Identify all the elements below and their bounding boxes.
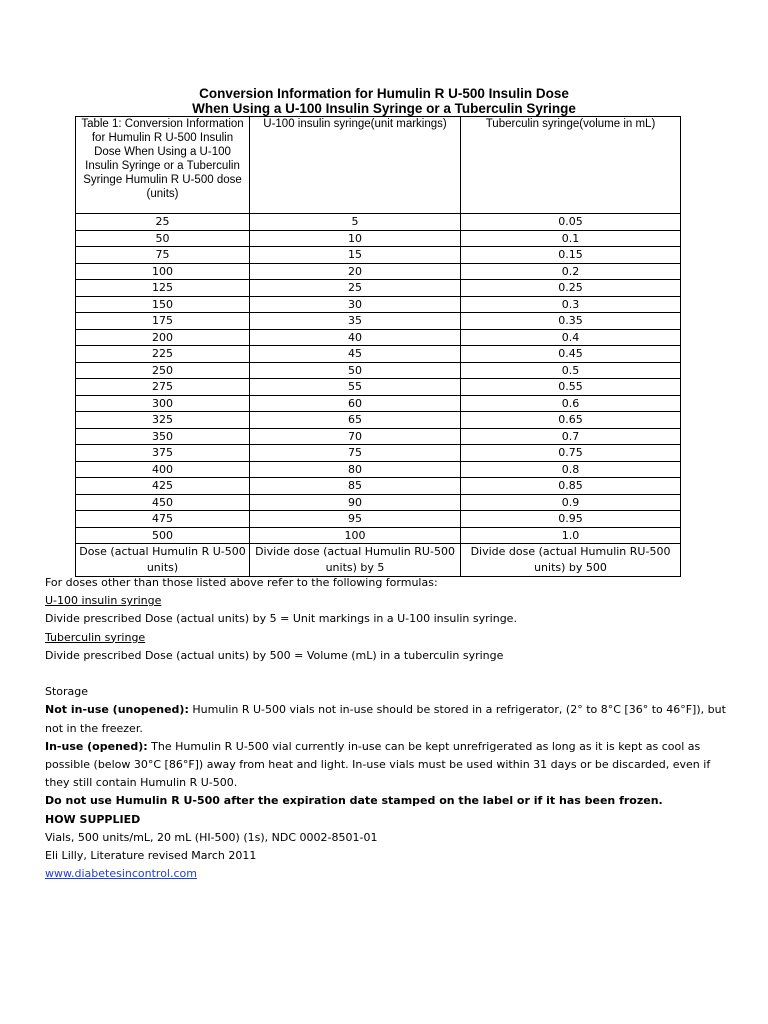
header-cell-tuberculin: Tuberculin syringe(volume in mL)	[461, 117, 681, 214]
table-row	[76, 230, 681, 247]
dose-cell: 275	[76, 379, 250, 396]
tuberculin-cell: 1.0	[461, 527, 681, 544]
u100-formula: Divide prescribed Dose (actual units) by 5 = Unit markings in a U-100 insulin syringe.	[45, 612, 517, 626]
page-title	[0, 86, 768, 116]
u100-cell: 50	[250, 362, 461, 379]
dose-cell: 350	[76, 428, 250, 445]
u100-cell: 80	[250, 461, 461, 478]
title-line-2: When Using a U-100 Insulin Syringe or a Tuberculin Syringe	[192, 101, 576, 116]
dose-cell: 475	[76, 511, 250, 528]
tuberculin-cell: 0.45	[461, 346, 681, 363]
u100-cell: 75	[250, 445, 461, 462]
dose-cell: 425	[76, 478, 250, 495]
u100-cell: 5	[250, 214, 461, 231]
table-row	[76, 214, 681, 231]
table-row	[76, 346, 681, 363]
tuberculin-cell: 0.85	[461, 478, 681, 495]
expiration-warning: Do not use Humulin R U-500 after the expiration date stamped on the label or if it has been frozen.	[45, 794, 663, 808]
u100-cell: 20	[250, 263, 461, 280]
how-supplied-heading: HOW SUPPLIED	[45, 812, 141, 826]
table-row	[76, 412, 681, 429]
table-row	[76, 362, 681, 379]
conversion-table	[75, 116, 681, 577]
table-row	[76, 478, 681, 495]
table-row	[76, 280, 681, 297]
table-row	[76, 379, 681, 396]
dose-cell: 75	[76, 247, 250, 264]
table-row	[76, 494, 681, 511]
header-cell-dose: Table 1: Conversion Information for Humulin R U-500 Insulin Dose When Using a U-100 Insulin Syringe or a Tuberculin Syringe Humulin R U-500 dose (units)	[76, 117, 250, 214]
u100-cell: 55	[250, 379, 461, 396]
dose-cell: 375	[76, 445, 250, 462]
tuberculin-cell: 0.2	[461, 263, 681, 280]
tuberculin-cell: 0.15	[461, 247, 681, 264]
not-in-use-label: Not in-use (unopened):	[45, 703, 189, 717]
u100-cell: 90	[250, 494, 461, 511]
header-cell-u100: U-100 insulin syringe(unit markings)	[250, 117, 461, 214]
u100-cell: 45	[250, 346, 461, 363]
intro-text: For doses other than those listed above refer to the following formulas:	[45, 576, 438, 589]
table-row	[76, 395, 681, 412]
in-use-text: The Humulin R U-500 vial currently in-use can be kept unrefrigerated as long as it is kept as cool as possible (below 30°C [86°F]) away from heat and light. In-use vials must be used within 31 days or be discarded, even if they still contain Humulin R U-500.	[45, 739, 711, 790]
table-row	[76, 445, 681, 462]
u100-cell: 70	[250, 428, 461, 445]
tuberculin-cell: 0.8	[461, 461, 681, 478]
table-row	[76, 247, 681, 264]
tuberculin-cell: 0.5	[461, 362, 681, 379]
storage-heading: Storage	[45, 685, 89, 699]
table-row	[76, 313, 681, 330]
table-formula-row	[76, 544, 681, 577]
table-row	[76, 511, 681, 528]
dose-cell: 100	[76, 263, 250, 280]
instructions-body	[45, 574, 735, 883]
tuberculin-formula: Divide prescribed Dose (actual units) by 500 = Volume (mL) in a tuberculin syringe	[45, 648, 504, 662]
u100-cell: 100	[250, 527, 461, 544]
u100-cell: 30	[250, 296, 461, 313]
tuberculin-cell: 0.55	[461, 379, 681, 396]
tuberculin-cell: 0.6	[461, 395, 681, 412]
dose-cell: 125	[76, 280, 250, 297]
tuberculin-cell: 0.95	[461, 511, 681, 528]
dose-cell: 50	[76, 230, 250, 247]
table-row	[76, 461, 681, 478]
tuberculin-cell: 0.3	[461, 296, 681, 313]
dose-cell: 325	[76, 412, 250, 429]
dose-cell: 250	[76, 362, 250, 379]
tuberculin-cell: 0.35	[461, 313, 681, 330]
tuberculin-cell: 0.7	[461, 428, 681, 445]
dose-cell: 450	[76, 494, 250, 511]
revision-note: Eli Lilly, Literature revised March 2011	[45, 849, 257, 863]
u100-cell: 40	[250, 329, 461, 346]
tuberculin-cell: 0.25	[461, 280, 681, 297]
tuberculin-cell: 0.4	[461, 329, 681, 346]
title-line-1: Conversion Information for Humulin R U-500 Insulin Dose	[199, 86, 569, 101]
u100-cell: 65	[250, 412, 461, 429]
u100-cell: 35	[250, 313, 461, 330]
u100-cell: 25	[250, 280, 461, 297]
dose-cell: 175	[76, 313, 250, 330]
dose-cell: 150	[76, 296, 250, 313]
dose-cell: 200	[76, 329, 250, 346]
u100-heading: U-100 insulin syringe	[45, 594, 162, 608]
u100-cell: 95	[250, 511, 461, 528]
table-row	[76, 428, 681, 445]
tuberculin-cell: 0.9	[461, 494, 681, 511]
tuberculin-cell: 0.75	[461, 445, 681, 462]
dose-cell: 300	[76, 395, 250, 412]
formula-dose-cell: Dose (actual Humulin R U-500 units)	[76, 544, 250, 577]
u100-cell: 10	[250, 230, 461, 247]
table-row	[76, 296, 681, 313]
table-header-row	[76, 117, 681, 214]
u100-cell: 60	[250, 395, 461, 412]
formula-tuberculin-cell: Divide dose (actual Humulin RU-500 units) by 500	[461, 544, 681, 577]
u100-cell: 85	[250, 478, 461, 495]
dose-cell: 400	[76, 461, 250, 478]
tuberculin-cell: 0.65	[461, 412, 681, 429]
table-row	[76, 263, 681, 280]
tuberculin-cell: 0.1	[461, 230, 681, 247]
not-in-use-text: Humulin R U-500 vials not in-use should be stored in a refrigerator, (2° to 8°C [36° to 46°F]), but not in the freezer.	[45, 703, 726, 735]
website-link[interactable]: www.diabetesincontrol.com	[45, 867, 197, 881]
in-use-label: In-use (opened):	[45, 739, 148, 753]
dose-cell: 25	[76, 214, 250, 231]
in-use-paragraph	[45, 738, 735, 793]
dose-cell: 500	[76, 527, 250, 544]
formula-u100-cell: Divide dose (actual Humulin RU-500 units) by 5	[250, 544, 461, 577]
table-row	[76, 527, 681, 544]
tuberculin-cell: 0.05	[461, 214, 681, 231]
table-row	[76, 329, 681, 346]
dose-cell: 225	[76, 346, 250, 363]
tuberculin-heading: Tuberculin syringe	[45, 630, 146, 644]
u100-cell: 15	[250, 247, 461, 264]
not-in-use-paragraph	[45, 701, 735, 737]
how-supplied-text: Vials, 500 units/mL, 20 mL (HI-500) (1s), NDC 0002-8501-01	[45, 830, 378, 844]
